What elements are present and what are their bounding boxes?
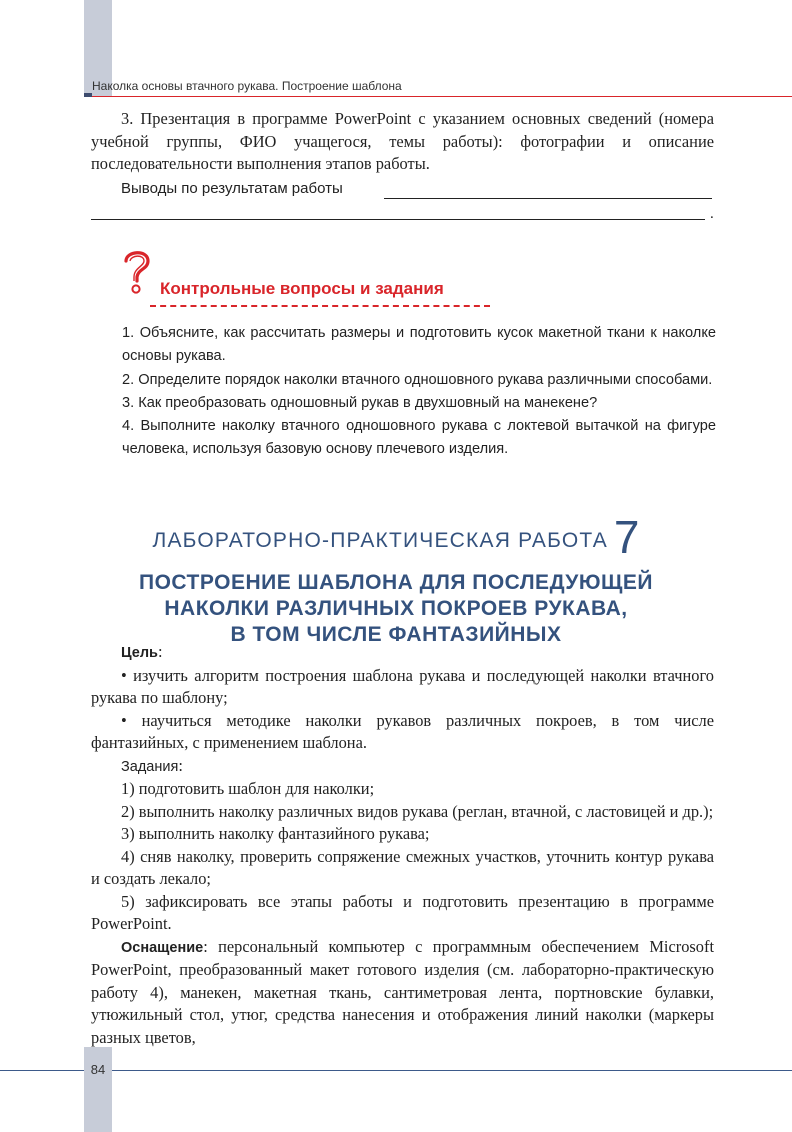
lab-title: [90, 570, 702, 648]
footer-rule-right: [112, 1070, 792, 1071]
questions-list: [122, 322, 716, 462]
goal-label: Цель: [121, 645, 158, 661]
task-item: 4) сняв наколку, проверить сопряжение смежных участков, уточнить контур рукава и создать лекало;: [91, 846, 714, 888]
equipment-paragraph: [91, 936, 714, 1050]
lab-number: 7: [613, 511, 640, 563]
header-rule: [84, 96, 792, 97]
task-item: 5) зафиксировать все этапы работы и подготовить презентацию в программе PowerPoint.: [91, 891, 714, 933]
goal-heading: [91, 641, 714, 665]
lab-kicker: ЛАБОРАТОРНО-ПРАКТИЧЕСКАЯ РАБОТА: [152, 529, 608, 552]
intro-block: [91, 108, 714, 176]
questions-title: Контрольные вопросы и задания: [160, 279, 444, 298]
conclusion-block: [91, 180, 721, 224]
goal-item: • научиться методике наколки рукавов различных покроев, в том числе фантазийных, с применением шаблона.: [91, 710, 714, 752]
task-item: 1) подготовить шаблон для наколки;: [121, 779, 375, 798]
goal-item: • изучить алгоритм построения шаблона рукава и последующей наколки втачного рукава по шаблону;: [91, 665, 714, 707]
lab-kicker-line: [90, 510, 702, 564]
intro-item-3: 3. Презентация в программе PowerPoint с указанием основных сведений (номера учебной группы, ФИО учащегося, темы работы): фотографии и описание последовательности выполнения этапов работы.: [91, 109, 714, 173]
conclusion-end-dot: .: [710, 206, 714, 222]
margin-tab-bottom: [84, 1047, 112, 1132]
lab-title-line: ПОСТРОЕНИЕ ШАБЛОНА ДЛЯ ПОСЛЕДУЮЩЕЙ: [138, 571, 654, 594]
conclusion-fill-line-1: [384, 198, 712, 199]
questions-title-underline: [150, 302, 490, 307]
question-mark-icon: [120, 247, 154, 295]
equipment-text: : персональный компьютер с программным обеспечением Microsoft PowerPoint, преобразованный макет готового изделия (см. лабораторно-практическую работу 4), манекен, макетная ткань, сантиметровая лента, портновские булавки, утюжильный стол, утюг, средства нанесения и отображения линий наколки (маркеры разных цветов,: [91, 936, 714, 1047]
lab-title-line: В ТОМ ЧИСЛЕ ФАНТАЗИЙНЫХ: [230, 623, 562, 646]
page-number: 84: [90, 1062, 106, 1077]
tasks-colon: :: [178, 755, 183, 775]
question-item: 3. Как преобразовать одношовный рукав в двухшовный на манекене?: [122, 394, 598, 411]
tasks-label: Задания: [121, 758, 179, 775]
task-item: 3) выполнить наколку фантазийного рукава;: [121, 824, 430, 843]
conclusion-label: Выводы по результатам работы: [121, 180, 343, 197]
goal-colon: :: [157, 642, 163, 661]
conclusion-fill-line-2: [91, 219, 705, 220]
task-item: 2) выполнить наколку различных видов рукава (реглан, втачной, с ластовицей и др.);: [121, 801, 714, 821]
tasks-heading: [91, 755, 714, 779]
question-item: 2. Определите порядок наколки втачного одношовного рукава различными способами.: [122, 371, 713, 388]
question-item: 1. Объясните, как рассчитать размеры и подготовить кусок макетной ткани к наколке основы рукава.: [122, 325, 716, 365]
header-rule-accent: [84, 93, 92, 97]
footer-rule-left: [0, 1070, 84, 1071]
question-item: 4. Выполните наколку втачного одношовного рукава с локтевой вытачкой на фигуре человека, используя базовую основу плечевого изделия.: [122, 418, 716, 458]
equipment-label: Оснащение: [121, 939, 204, 956]
lab-heading: [90, 510, 702, 648]
running-head: Наколка основы втачного рукава. Построение шаблона: [92, 79, 402, 93]
lab-body: [91, 641, 714, 1049]
lab-title-line: НАКОЛКИ РАЗЛИЧНЫХ ПОКРОЕВ РУКАВА,: [164, 597, 628, 620]
